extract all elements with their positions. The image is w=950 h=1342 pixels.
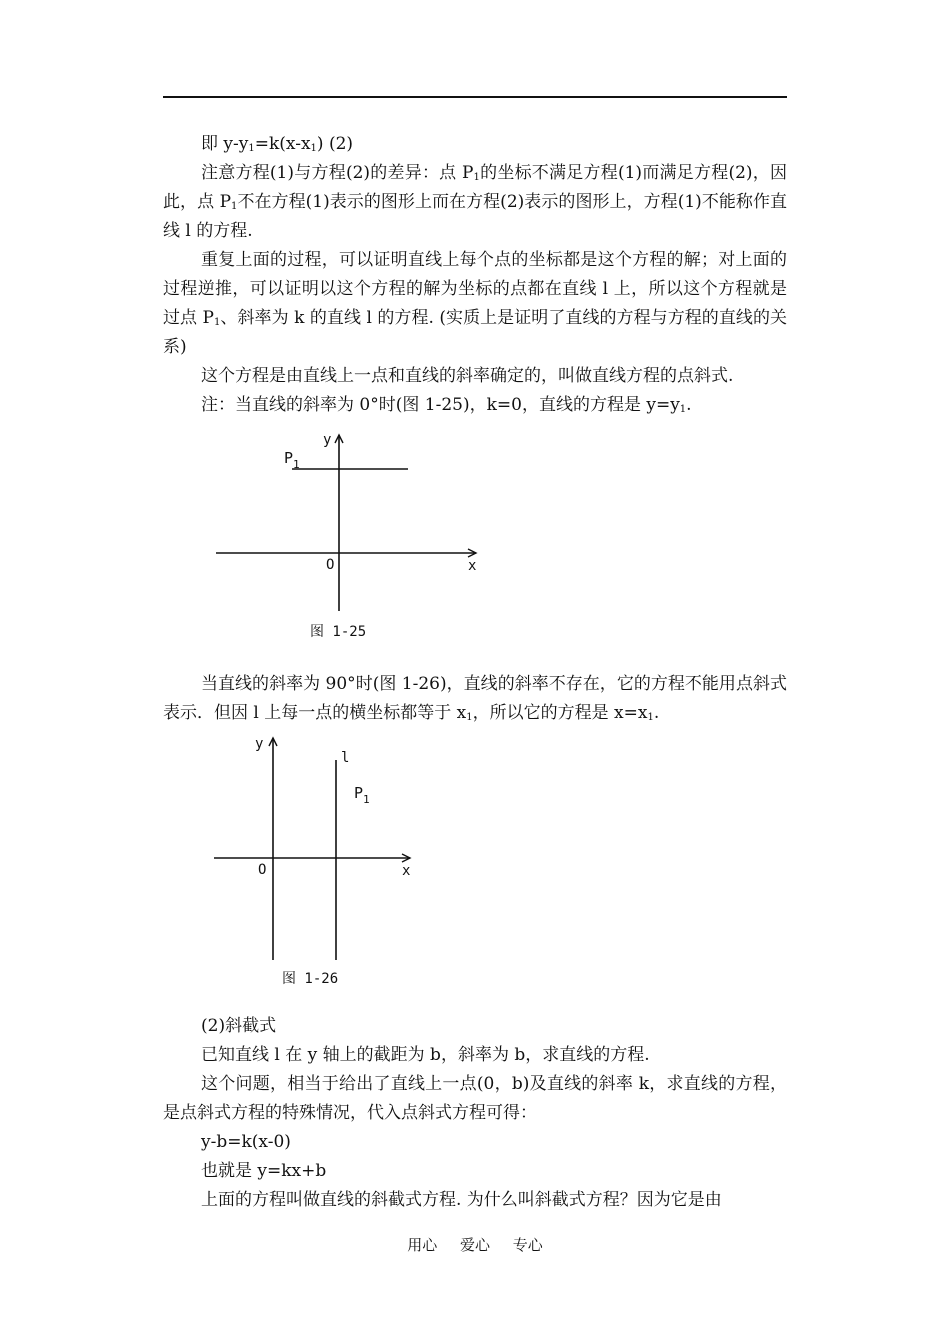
equation-substitution: y-b=k(x-0) <box>201 1132 291 1152</box>
point-label: $P_1$ <box>284 449 300 471</box>
origin-label: O <box>258 862 267 878</box>
paragraph-note: 注：当直线的斜率为 0°时(图 1-25)，k=0，直线的方程是 $y=y_1$. <box>201 395 692 415</box>
x-label: x <box>468 558 477 574</box>
equation-slope-intercept: 也就是 y=kx+b <box>201 1161 327 1181</box>
figure-1-26 <box>200 730 430 990</box>
figure-1-25 <box>200 425 500 650</box>
paragraph-proof: 重复上面的过程，可以证明直线上每个点的坐标都是这个方程的解；对上面的过程逆推，可以证明以这个方程的解为坐标的点都在直线 l 上，所以这个方程就是过点 $P_1$、斜率为 k 的直线 l 的方程. (实质上是证明了直线的方程与方程的直线的关系) <box>163 250 787 357</box>
y-label: y <box>255 736 264 752</box>
equation-2: 即 $y-y_1=k(x-x_1)$ (2) <box>201 134 354 154</box>
paragraph-vertical: 当直线的斜率为 90°时(图 1-26)，直线的斜率不存在，它的方程不能用点斜式表示．但因 l 上每一点的横坐标都等于 $x_1$，所以它的方程是 $x=x_1$. <box>163 674 787 723</box>
y-label: y <box>323 432 332 448</box>
point-label: $P_1$ <box>354 784 370 806</box>
paragraph-why: 上面的方程叫做直线的斜截式方程. 为什么叫斜截式方程？因为它是由 <box>201 1190 722 1210</box>
header-rule <box>163 96 787 98</box>
line-label: l <box>341 750 350 766</box>
figure-caption: 图 1-25 <box>310 624 367 640</box>
section-heading: (2)斜截式 <box>201 1016 277 1036</box>
origin-label: O <box>326 557 335 573</box>
paragraph-point-slope: 这个方程是由直线上一点和直线的斜率确定的，叫做直线方程的点斜式. <box>201 366 734 386</box>
x-label: x <box>402 863 411 879</box>
paragraph-special-case: 这个问题，相当于给出了直线上一点(0，b)及直线的斜率 k，求直线的方程，是点斜式方程的特殊情况，代入点斜式方程可得： <box>163 1074 787 1123</box>
figure-caption: 图 1-26 <box>282 971 339 987</box>
paragraph-problem: 已知直线 l 在 y 轴上的截距为 b，斜率为 b，求直线的方程. <box>201 1045 650 1065</box>
paragraph-difference: 注意方程(1)与方程(2)的差异：点 $P_1$的坐标不满足方程(1)而满足方程(2)，因此，点 $P_1$不在方程(1)表示的图形上而在方程(2)表示的图形上，方程(1)不能称作直线 l 的方程. <box>163 163 788 241</box>
page-footer: 用心 爱心 专心 <box>407 1236 543 1254</box>
